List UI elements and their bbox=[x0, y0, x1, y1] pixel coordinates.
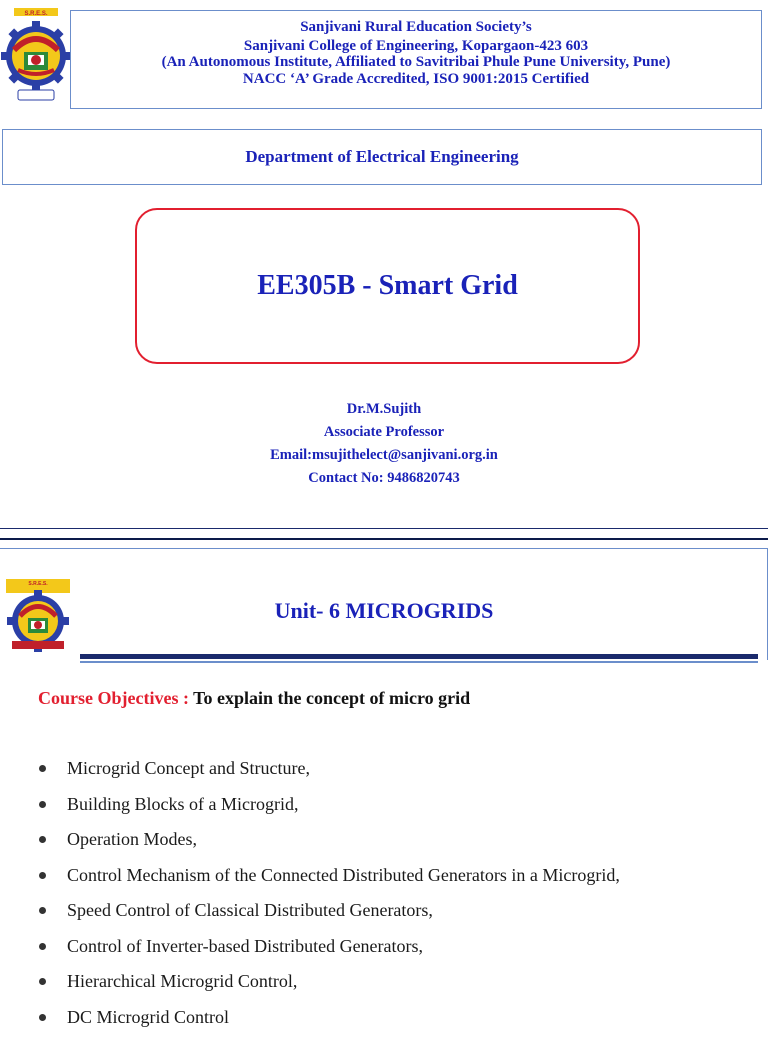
list-item bbox=[38, 934, 620, 970]
author-email: Email:msujithelect@sanjivani.org.in bbox=[0, 447, 768, 464]
bullet-icon bbox=[39, 907, 46, 914]
course-objectives bbox=[38, 688, 470, 709]
topic-text: Control of Inverter-based Distributed Generators, bbox=[67, 936, 423, 956]
topic-text: Control Mechanism of the Connected Distributed Generators in a Microgrid, bbox=[67, 865, 620, 885]
accreditation: NACC ‘A’ Grade Accredited, ISO 9001:2015 Certified bbox=[71, 70, 761, 88]
department-box: Department of Electrical Engineering bbox=[2, 129, 762, 185]
college-name: Sanjivani College of Engineering, Kopargaon-423 603 bbox=[71, 37, 761, 55]
list-item bbox=[38, 827, 620, 863]
bullet-icon bbox=[39, 872, 46, 879]
topic-text: DC Microgrid Control bbox=[67, 1007, 229, 1027]
bullet-icon bbox=[39, 765, 46, 772]
college-emblem-icon bbox=[0, 4, 72, 104]
society-name: Sanjivani Rural Education Society’s bbox=[71, 18, 761, 36]
topic-text: Hierarchical Microgrid Control, bbox=[67, 971, 297, 991]
topic-text: Speed Control of Classical Distributed Generators, bbox=[67, 900, 433, 920]
college-logo bbox=[0, 4, 72, 104]
slide-separator bbox=[0, 528, 768, 529]
list-item bbox=[38, 969, 620, 1005]
svg-text:S.R.E.S.: S.R.E.S. bbox=[24, 11, 47, 17]
bullet-icon bbox=[39, 1014, 46, 1021]
unit-title: Unit- 6 MICROGRIDS bbox=[0, 598, 768, 624]
list-item bbox=[38, 756, 620, 792]
institution-header bbox=[70, 10, 762, 109]
title-underline-thin bbox=[80, 661, 758, 663]
bullet-icon bbox=[39, 801, 46, 808]
topic-text: Building Blocks of a Microgrid, bbox=[67, 794, 298, 814]
bullet-icon bbox=[39, 978, 46, 985]
title-underline-thick bbox=[80, 654, 758, 659]
author-designation: Associate Professor bbox=[0, 424, 768, 441]
list-item bbox=[38, 1005, 620, 1040]
course-title: EE305B - Smart Grid bbox=[135, 208, 640, 364]
list-item bbox=[38, 898, 620, 934]
affiliation: (An Autonomous Institute, Affiliated to Savitribai Phule Pune University, Pune) bbox=[71, 53, 761, 71]
bullet-icon bbox=[39, 836, 46, 843]
topic-list bbox=[38, 756, 620, 1040]
topic-text: Operation Modes, bbox=[67, 829, 197, 849]
svg-text:S.R.E.S.: S.R.E.S. bbox=[28, 581, 48, 587]
list-item bbox=[38, 792, 620, 828]
slide-separator-dark bbox=[0, 538, 768, 540]
author-contact: Contact No: 9486820743 bbox=[0, 470, 768, 487]
objectives-text: To explain the concept of micro grid bbox=[193, 688, 470, 708]
bullet-icon bbox=[39, 943, 46, 950]
topic-text: Microgrid Concept and Structure, bbox=[67, 758, 310, 778]
objectives-label: Course Objectives : bbox=[38, 688, 189, 708]
author-name: Dr.M.Sujith bbox=[0, 401, 768, 418]
list-item bbox=[38, 863, 620, 899]
